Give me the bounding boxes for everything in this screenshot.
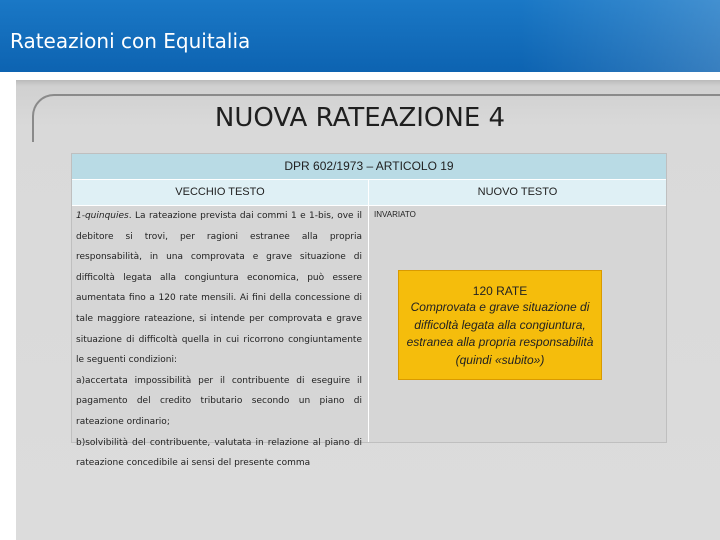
- main-heading: NUOVA RATEAZIONE 4: [214, 103, 506, 133]
- callout-box: [398, 270, 602, 380]
- column-divider: [368, 180, 369, 442]
- table-column-headers: [72, 180, 666, 206]
- old-text-body: . La rateazione prevista dai commi 1 e 1-bis, ove il debitore si trovi, per ragioni estranee alla propria responsabilità, in una comprovata e grave situazione di difficoltà legata alla congiuntura economica, può essere aumentata fino a 120 rate mensili. Ai fini della concessione di tale maggiore rateazione, si intende per comprovata e grave situazione di difficoltà quella in cui ricorrono congiuntamente le seguenti condizioni:: [76, 211, 362, 366]
- old-text-condition-a: a)accertata impossibilità per il contribuente di eseguire il pagamento del credito tributario secondo un piano di rateazione ordinario;: [76, 375, 362, 427]
- old-text-condition-b: b)solvibilità del contribuente, valutata in relazione al piano di rateazione concedibile ai sensi del presente comma: [76, 437, 362, 469]
- callout-title: 120 RATE: [472, 284, 528, 298]
- column-header-old: VECCHIO TESTO: [175, 186, 265, 198]
- header-decoration: [520, 0, 720, 72]
- callout-body: Comprovata e grave situazione di difficoltà legata alla congiuntura, estranea alla propria responsabilità (quindi «subito»): [406, 300, 594, 367]
- table-header: DPR 602/1973 – ARTICOLO 19: [72, 154, 666, 180]
- panel-shadow: [16, 80, 720, 86]
- column-header-new: NUOVO TESTO: [477, 186, 558, 198]
- old-text-cell: [76, 206, 362, 474]
- slide-title: Rateazioni con Equitalia: [10, 29, 251, 53]
- old-text-paragraph: [76, 206, 362, 371]
- new-text-cell: INVARIATO: [374, 210, 416, 219]
- old-text-intro: 1-quinquies: [76, 211, 129, 221]
